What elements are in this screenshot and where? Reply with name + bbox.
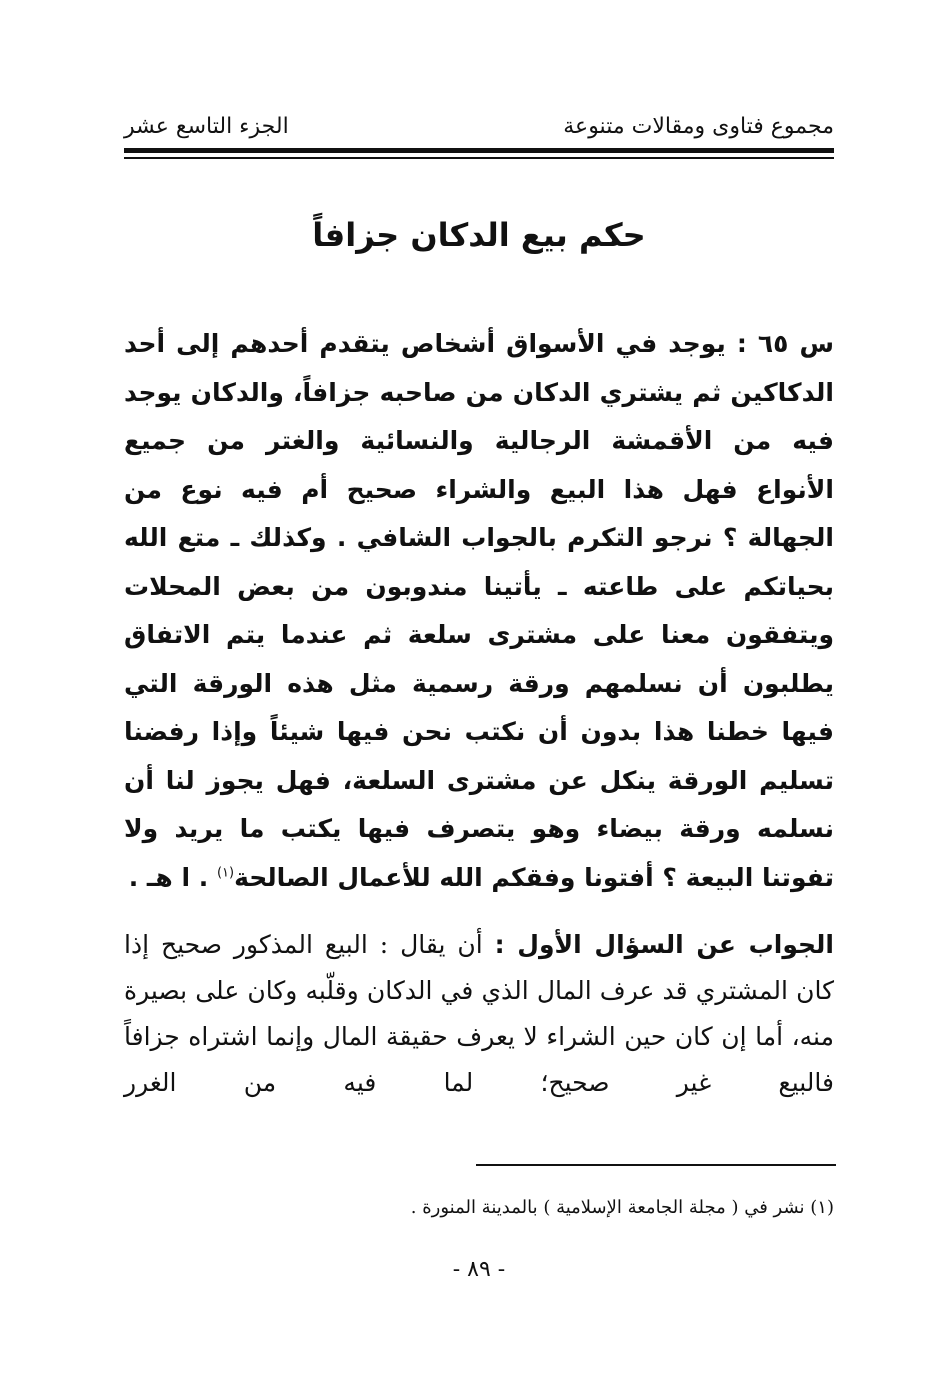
answer-paragraph bbox=[124, 922, 834, 1106]
question-ending: . ا هـ . bbox=[128, 862, 209, 892]
header-rule-thick bbox=[124, 148, 834, 153]
footnote-separator bbox=[476, 1164, 836, 1166]
running-header bbox=[124, 106, 834, 146]
header-book-title: مجموع فتاوى ومقالات متنوعة bbox=[563, 113, 834, 139]
page-number: - ٨٩ - bbox=[452, 1257, 506, 1282]
header-rule-thin bbox=[124, 157, 834, 159]
fatwa-title: حكم بيع الدكان جزافاً bbox=[312, 216, 646, 254]
answer-text: أن يقال : البيع المذكور صحيح إذا كان المشتري قد عرف المال الذي في الدكان وقلّبه وكان على بصيرة منه، أما إن كان حين الشراء لا يعرف حقيقة المال وإنما اشتراه جزافاً فالبيع غير صحيح؛ لما فيه من الغرر bbox=[124, 930, 834, 1097]
question-paragraph bbox=[124, 320, 834, 902]
question-text: س ٦٥ : يوجد في الأسواق أشخاص يتقدم أحدهم إلى أحد الدكاكين ثم يشتري الدكان من صاحبه جزافاً، والدكان يوجد فيه من الأقمشة الرجالية والنسائية والغتر من جميع الأنواع فهل هذا البيع والشراء صحيح أم فيه نوع من الجهالة ؟ نرجو التكرم بالجواب الشافي . وكذلك ـ متع الله بحياتكم على طاعته ـ يأتينا مندوبون من بعض المحلات ويتفقون معنا على مشترى سلعة ثم عندما يتم الاتفاق يطلبون أن نسلمهم ورقة رسمية مثل هذه الورقة التي فيها خطنا هذا بدون أن نكتب نحن فيها شيئاً وإذا رفضنا تسليم الورقة ينكل عن مشترى السلعة، فهل يجوز لنا أن نسلمه ورقة بيضاء وهو يتصرف فيها يكتب ما يريد ولا تفوتنا البيعة ؟ أفتونا وفقكم الله للأعمال الصالحة bbox=[124, 329, 834, 892]
header-volume: الجزء التاسع عشر bbox=[124, 113, 289, 139]
answer-lead: الجواب عن السؤال الأول : bbox=[494, 930, 834, 959]
footnote-reference: (١) bbox=[216, 865, 235, 881]
footnote: (١) نشر في ( مجلة الجامعة الإسلامية ) بالمدينة المنورة . bbox=[410, 1197, 834, 1218]
